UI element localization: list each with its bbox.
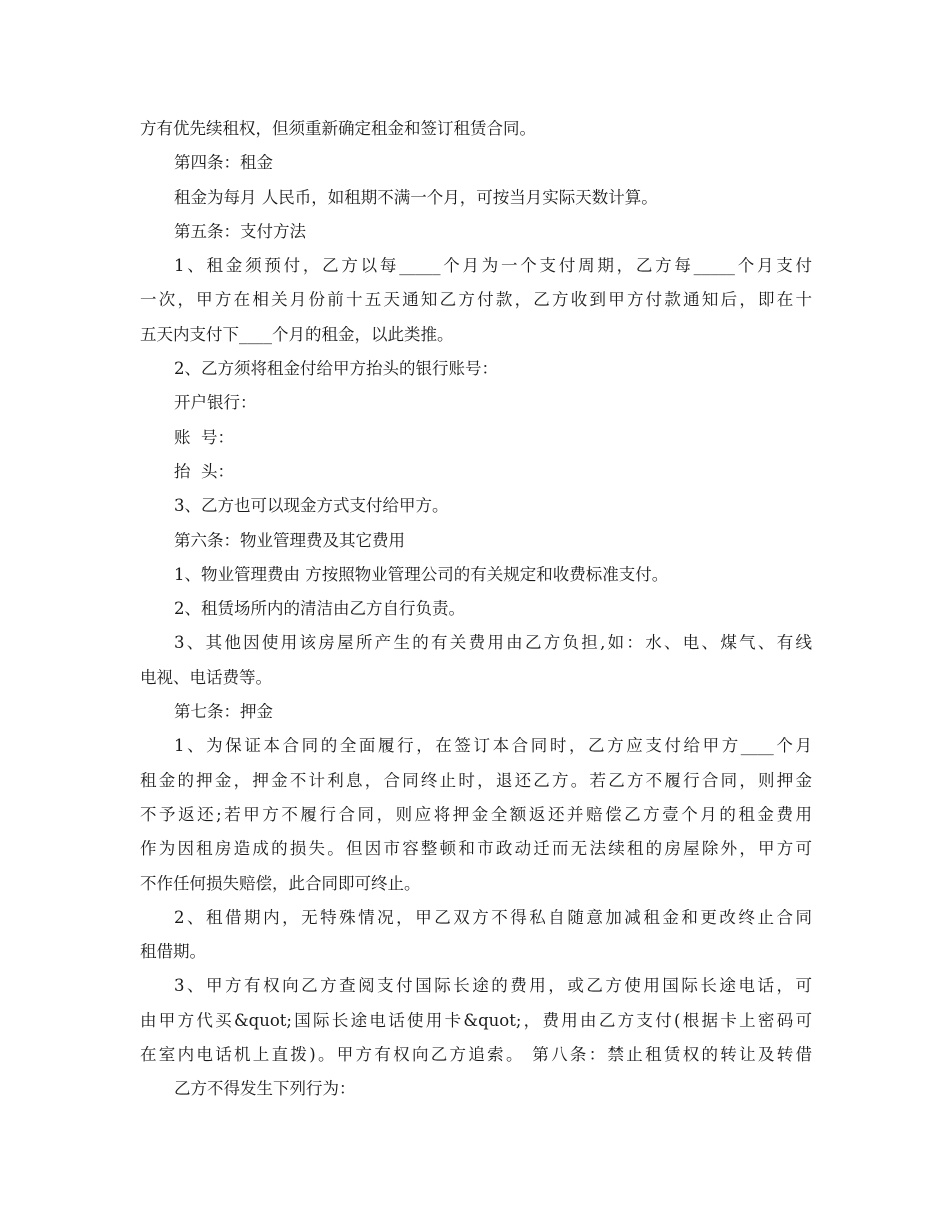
text-line: 在室内电话机上直拨)。甲方有权向乙方追索。 第八条：禁止租赁权的转让及转借: [140, 1045, 812, 1065]
text-line: 3、乙方也可以现金方式支付给甲方。: [174, 496, 449, 516]
section-heading: 第六条：物业管理费及其它费用: [174, 530, 405, 550]
text-line: 一次，甲方在相关月份前十五天通知乙方付款，乙方收到甲方付款通知后，即在十: [140, 290, 812, 310]
text-line: 租金为每月 人民币，如租期不满一个月，可按当月实际天数计算。: [174, 187, 658, 207]
text-line: 2、乙方须将租金付给甲方抬头的银行账号：: [174, 359, 498, 379]
text-line: 1、物业管理费由 方按照物业管理公司的有关规定和收费标准支付。: [174, 564, 669, 584]
text-line: 租借期。: [140, 942, 206, 962]
text-line: 租金的押金，押金不计利息，合同终止时，退还乙方。若乙方不履行合同，则押金: [140, 770, 812, 790]
text-line: 3、甲方有权向乙方查阅支付国际长途的费用，或乙方使用国际长途电话，可: [174, 976, 812, 996]
text-line: 抬 头：: [174, 461, 234, 481]
text-line: 账 号：: [174, 427, 234, 447]
text-line: 1、租金须预付，乙方以每_____个月为一个支付周期，乙方每_____个月支付: [174, 256, 812, 276]
text-line: 2、租借期内，无特殊情况，甲乙双方不得私自随意加减租金和更改终止合同: [174, 907, 812, 927]
document-body: [140, 112, 812, 1107]
text-line: 开户银行：: [174, 393, 257, 413]
text-line: 电视、电话费等。: [140, 667, 272, 687]
section-heading: 第四条：租金: [174, 153, 273, 173]
text-line: 作为因租房造成的损失。但因市容整顿和市政动迁而无法续租的房屋除外，甲方可: [140, 839, 812, 859]
text-line: 乙方不得发生下列行为：: [174, 1079, 356, 1099]
section-heading: 第五条：支付方法: [174, 221, 306, 241]
section-heading: 第七条：押金: [174, 702, 273, 722]
text-line: 由甲方代买&quot;国际长途电话使用卡&quot;，费用由乙方支付(根据卡上密码可: [140, 1010, 812, 1030]
text-line: 3、其他因使用该房屋所产生的有关费用由乙方负担,如：水、电、煤气、有线: [174, 633, 812, 653]
text-line: 五天内支付下____个月的租金，以此类推。: [140, 324, 454, 344]
text-line: 方有优先续租权，但须重新确定租金和签订租赁合同。: [140, 119, 536, 138]
text-line: 不予返还;若甲方不履行合同，则应将押金全额返还并赔偿乙方壹个月的租金费用: [140, 804, 812, 824]
text-line: 2、租赁场所内的清洁由乙方自行负责。: [174, 599, 465, 619]
text-line: 不作任何损失赔偿，此合同即可终止。: [140, 873, 421, 893]
text-line: 1、为保证本合同的全面履行，在签订本合同时，乙方应支付给甲方____个月: [174, 736, 812, 756]
